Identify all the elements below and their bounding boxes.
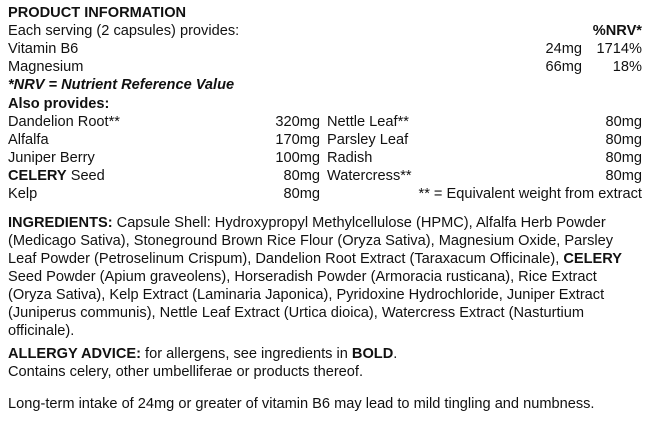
ingredient-name: Watercress** xyxy=(327,168,412,184)
ingredient-amount: 80mg xyxy=(605,168,642,184)
nutrient-nrv: 18% xyxy=(612,59,642,75)
ingredient-name: Radish xyxy=(327,150,373,166)
ingredient-amount: 80mg xyxy=(605,150,642,166)
nutrient-nrv: 1714% xyxy=(596,41,642,57)
nutrient-amount: 24mg xyxy=(545,41,582,57)
b6-warning: Long-term intake of 24mg or greater of vitamin B6 may lead to mild tingling and numbness. xyxy=(8,396,595,412)
nutrient-name: Vitamin B6 xyxy=(8,41,79,57)
nutrient-amount: 66mg xyxy=(545,59,582,75)
ingredient-amount: 320mg xyxy=(275,114,320,130)
ingredient-name: Juniper Berry xyxy=(8,150,95,166)
ingredients-label: INGREDIENTS: xyxy=(8,215,113,231)
ingredient-amount: 100mg xyxy=(275,150,320,166)
nrv-header: %NRV* xyxy=(592,23,642,39)
allergen-highlight: CELERY xyxy=(563,251,622,267)
section-title: PRODUCT INFORMATION xyxy=(8,5,187,21)
ingredients-paragraph xyxy=(8,214,644,340)
ingredient-name: Nettle Leaf** xyxy=(327,114,409,130)
ingredient-name: Kelp xyxy=(8,186,38,202)
allergy-advice xyxy=(8,345,397,363)
ingredient-name-suffix: Seed xyxy=(66,168,105,184)
allergy-end: . xyxy=(393,346,398,362)
ingredient-name: Dandelion Root** xyxy=(8,114,120,130)
allergy-label: ALLERGY ADVICE: xyxy=(8,346,141,362)
ingredient-amount: 170mg xyxy=(275,132,320,148)
ingredient-name xyxy=(8,167,105,185)
also-provides-heading: Also provides: xyxy=(8,96,110,112)
ingredient-amount: 80mg xyxy=(283,186,320,202)
ingredient-name: Parsley Leaf xyxy=(327,132,409,148)
nrv-note: *NRV = Nutrient Reference Value xyxy=(8,77,235,93)
allergy-contains: Contains celery, other umbelliferae or products thereof. xyxy=(8,364,364,380)
extract-footnote: ** = Equivalent weight from extract xyxy=(418,186,642,202)
ingredient-amount: 80mg xyxy=(283,168,320,184)
allergy-bold-word: BOLD xyxy=(351,346,394,362)
ingredients-text: Seed Powder (Apium graveolens), Horseradish Powder (Armoracia rusticana), Rice Extract (Oryza Sativa), Kelp Extract (Laminaria Japonica), Pyridoxine Hydrochloride, Juniper Extract (Juniperus communis), Nettle Leaf Extract (Urtica dioica), Watercress Extract (Nasturtium officinale). xyxy=(8,269,605,339)
nutrient-name: Magnesium xyxy=(8,59,84,75)
ingredient-amount: 80mg xyxy=(605,114,642,130)
ingredients-text: Capsule Shell: Hydroxypropyl Methylcellulose (HPMC), Alfalfa Herb Powder (Medicago Sativa), Stoneground Brown Rice Flour (Oryza Sativa), Magnesium Oxide, Parsley Leaf Powder (Petroselinum Crispum), Dandelion Root Extract (Taraxacum Officinale), xyxy=(8,215,614,267)
serving-info: Each serving (2 capsules) provides: xyxy=(8,23,240,39)
ingredient-name: Alfalfa xyxy=(8,132,49,148)
ingredient-amount: 80mg xyxy=(605,132,642,148)
allergen-name: CELERY xyxy=(8,168,67,184)
allergy-text: for allergens, see ingredients in xyxy=(140,346,352,362)
